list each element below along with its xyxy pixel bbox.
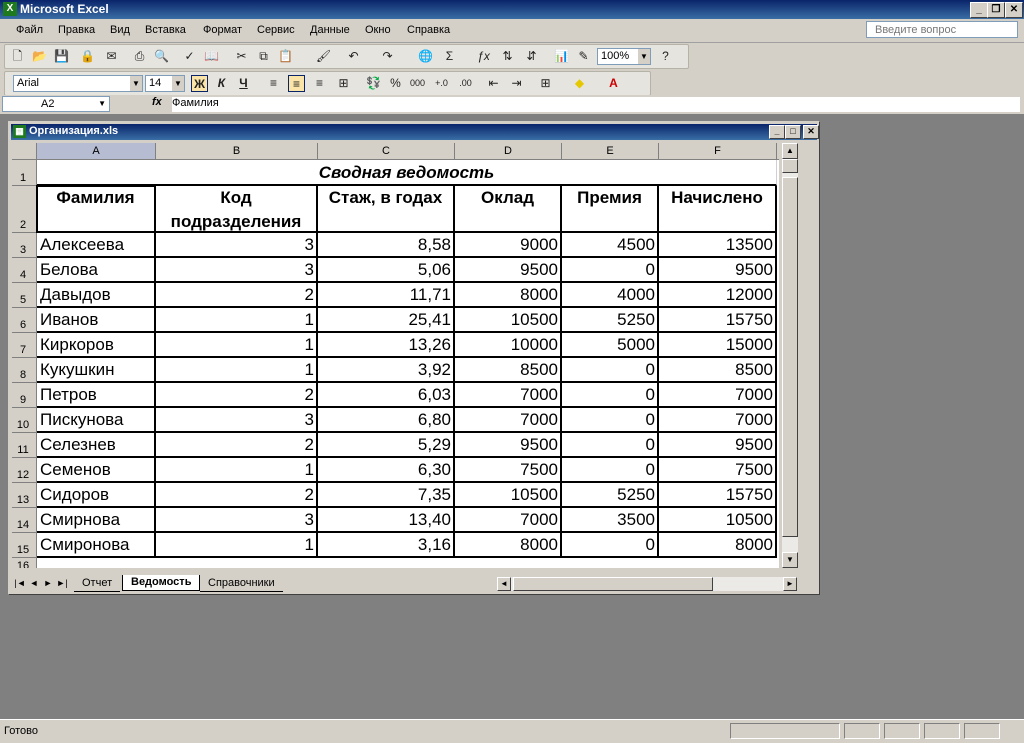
cell-value[interactable]: 7000	[659, 408, 777, 433]
formula-value: Фамилия	[172, 97, 219, 109]
row-number: 16	[16, 560, 30, 568]
cell-value[interactable]: 4000	[562, 283, 659, 308]
tab-spravochniki[interactable]: Справочники	[200, 576, 283, 592]
chart-wizard-icon[interactable]: 📊	[554, 49, 569, 63]
font-size-value: 14	[149, 77, 162, 89]
cell-value[interactable]: 5,29	[318, 433, 455, 458]
menu-edit[interactable]: Правка	[58, 24, 96, 36]
drawing-icon[interactable]: ✎	[578, 49, 589, 63]
column-header-e[interactable]: E	[562, 143, 659, 160]
cell-value[interactable]: 8500	[455, 358, 562, 383]
cell-value[interactable]: 3,16	[318, 533, 455, 558]
cell-value[interactable]: 8000	[455, 533, 562, 558]
cell-value[interactable]: 12000	[659, 283, 777, 308]
cell-name[interactable]: Петров	[37, 383, 156, 408]
ask-question-placeholder: Введите вопрос	[875, 24, 957, 36]
autosum-icon[interactable]: Σ	[445, 49, 454, 63]
workbook-title-bar	[11, 124, 817, 140]
cell-value[interactable]: 15750	[659, 483, 777, 508]
row-number: 9	[19, 394, 27, 406]
sheet-tabs-bar	[12, 575, 814, 592]
cell-value[interactable]: 10500	[455, 308, 562, 333]
cell-name[interactable]: Сидоров	[37, 483, 156, 508]
cell-value[interactable]: 7000	[455, 383, 562, 408]
row-header-4[interactable]	[12, 258, 37, 283]
first-sheet-icon[interactable]: |◄	[14, 578, 26, 588]
spelling-icon[interactable]: ✓	[184, 49, 195, 63]
menu-data[interactable]: Данные	[310, 24, 350, 36]
new-icon[interactable]: 🗋	[12, 49, 23, 63]
cell-value[interactable]: 2	[156, 383, 318, 408]
print-preview-icon[interactable]: 🔍	[154, 49, 169, 63]
next-sheet-icon[interactable]: ►	[43, 578, 53, 588]
cell-name[interactable]: Семенов	[37, 458, 156, 483]
row-number: 2	[19, 219, 27, 231]
cell-value[interactable]: 10000	[455, 333, 562, 358]
row-header-6[interactable]	[12, 308, 37, 333]
cell-name[interactable]: Алексеева	[37, 233, 156, 258]
align-right-icon[interactable]: ≡	[315, 76, 323, 90]
column-header-b[interactable]: B	[156, 143, 318, 160]
cell-value[interactable]: 13,40	[318, 508, 455, 533]
column-header-a[interactable]: A	[37, 143, 156, 160]
cell-value[interactable]: 3	[156, 508, 318, 533]
column-title[interactable]: Начислено	[659, 186, 777, 233]
scroll-up-icon[interactable]: ▲	[782, 143, 798, 159]
cell-value[interactable]: 7000	[455, 508, 562, 533]
cell-value[interactable]: 9500	[455, 433, 562, 458]
column-title[interactable]: Фамилия	[37, 186, 156, 233]
cell-name[interactable]: Пискунова	[37, 408, 156, 433]
workbook-icon: ▦	[13, 125, 26, 138]
cell-value[interactable]: 1	[156, 458, 318, 483]
save-icon[interactable]: 💾	[54, 49, 69, 63]
cell-value[interactable]: 1	[156, 308, 318, 333]
menu-window[interactable]: Окно	[365, 24, 391, 36]
standard-toolbar-group	[4, 44, 689, 69]
cell-value[interactable]: 3	[156, 258, 318, 283]
row-header-9[interactable]	[12, 383, 37, 408]
restore-icon[interactable]: □	[785, 125, 801, 139]
row-number: 3	[19, 244, 27, 256]
paste-icon[interactable]: 📋	[278, 49, 293, 63]
font-name-select[interactable]	[13, 75, 143, 92]
cell-value[interactable]: 10500	[659, 508, 777, 533]
cell-value[interactable]: 6,03	[318, 383, 455, 408]
cell-value[interactable]: 13,26	[318, 333, 455, 358]
bold-button[interactable]: Ж	[191, 75, 208, 92]
status-pane	[884, 723, 920, 739]
help-icon[interactable]: ?	[662, 49, 669, 63]
align-center-icon[interactable]: ≡	[288, 75, 305, 92]
cell-value[interactable]: 0	[562, 258, 659, 283]
cell-name[interactable]: Давыдов	[37, 283, 156, 308]
status-pane	[844, 723, 880, 739]
merge-center-icon[interactable]: ⊞	[338, 76, 349, 90]
ask-question-input[interactable]	[866, 21, 1018, 38]
menu-bar	[0, 19, 1024, 43]
cell-value[interactable]: 1	[156, 358, 318, 383]
standard-toolbar	[0, 43, 1024, 70]
menu-view[interactable]: Вид	[110, 24, 130, 36]
cell-value[interactable]: 0	[562, 383, 659, 408]
row-header-12[interactable]	[12, 458, 37, 483]
cell-value[interactable]: 8,58	[318, 233, 455, 258]
status-pane	[964, 723, 1000, 739]
status-text: Готово	[4, 725, 38, 737]
fx-icon[interactable]: fx	[152, 96, 162, 108]
row-header-10[interactable]	[12, 408, 37, 433]
cell-value[interactable]: 25,41	[318, 308, 455, 333]
cell-value[interactable]: 15000	[659, 333, 777, 358]
sheet-title[interactable]: Сводная ведомость	[37, 160, 777, 186]
close-icon[interactable]: ✕	[803, 125, 819, 139]
thousands-icon[interactable]: 000	[409, 78, 426, 88]
row-number: 8	[19, 369, 27, 381]
vertical-scroll-thumb[interactable]	[782, 177, 798, 537]
tab-vedomost[interactable]: Ведомость	[122, 575, 200, 591]
open-icon[interactable]: 📂	[32, 49, 47, 63]
prev-sheet-icon[interactable]: ◄	[29, 578, 39, 588]
row-header-13[interactable]	[12, 483, 37, 508]
chevron-down-icon: ▼	[130, 76, 142, 91]
row-header-11[interactable]	[12, 433, 37, 458]
cell-value[interactable]: 5250	[562, 308, 659, 333]
spreadsheet-grid[interactable]	[12, 143, 779, 568]
undo-icon[interactable]: ↶	[348, 49, 359, 63]
column-header-c[interactable]: C	[318, 143, 455, 160]
cell-value[interactable]: 0	[562, 358, 659, 383]
formula-bar	[0, 95, 1024, 114]
app-title: Microsoft Excel	[20, 2, 109, 16]
cell-value[interactable]: 9000	[455, 233, 562, 258]
font-name-value: Arial	[17, 77, 40, 89]
cell-value[interactable]: 2	[156, 283, 318, 308]
cell-value[interactable]: 1	[156, 533, 318, 558]
formatting-toolbar	[0, 70, 1024, 95]
percent-icon[interactable]: %	[390, 76, 401, 90]
column-title[interactable]: Код подразделения	[156, 186, 318, 233]
cell-name[interactable]: Смирнова	[37, 508, 156, 533]
column-title[interactable]: Оклад	[455, 186, 562, 233]
cell-value[interactable]: 0	[562, 408, 659, 433]
column-header-g[interactable]	[777, 143, 779, 160]
increase-indent-icon[interactable]: ⇥	[511, 76, 522, 90]
name-box[interactable]	[2, 96, 110, 112]
research-icon[interactable]: 📖	[204, 49, 219, 63]
split-box[interactable]	[782, 159, 798, 173]
cell-value[interactable]: 3	[156, 233, 318, 258]
close-icon[interactable]: ✕	[1005, 2, 1023, 18]
horizontal-scroll-thumb[interactable]	[513, 577, 713, 591]
cell-value[interactable]: 10500	[455, 483, 562, 508]
cell-value[interactable]: 6,80	[318, 408, 455, 433]
italic-button[interactable]: К	[217, 76, 226, 90]
row-number: 12	[16, 469, 30, 481]
permission-icon[interactable]: 🔒	[80, 49, 95, 63]
underline-button[interactable]: Ч	[239, 76, 248, 90]
menu-format[interactable]: Формат	[203, 24, 243, 36]
cell-value[interactable]: 9500	[659, 433, 777, 458]
select-all-corner[interactable]	[12, 143, 37, 160]
cell-name[interactable]: Селезнев	[37, 433, 156, 458]
zoom-value: 100%	[601, 50, 630, 62]
status-bar	[0, 719, 1024, 743]
cell-name[interactable]: Киркоров	[37, 333, 156, 358]
row-number: 14	[16, 519, 30, 531]
name-box-value: A2	[41, 98, 55, 110]
cell-name[interactable]: Белова	[37, 258, 156, 283]
font-color-icon[interactable]: A	[609, 76, 618, 90]
column-header-d[interactable]: D	[455, 143, 562, 160]
cell-value[interactable]: 9500	[455, 258, 562, 283]
row-number: 15	[16, 544, 30, 556]
cell-value[interactable]: 5000	[562, 333, 659, 358]
sort-ascending-icon[interactable]: ⇅	[502, 49, 513, 63]
row-header-3[interactable]	[12, 233, 37, 258]
menu-tools[interactable]: Сервис	[257, 24, 295, 36]
hyperlink-icon[interactable]: 🌐	[418, 49, 433, 63]
minimize-icon[interactable]: _	[769, 125, 785, 139]
status-pane	[924, 723, 960, 739]
font-size-select[interactable]	[145, 75, 185, 92]
cell-value[interactable]: 2	[156, 483, 318, 508]
cell-value[interactable]: 5250	[562, 483, 659, 508]
cell-value[interactable]: 0	[562, 433, 659, 458]
cell-value[interactable]: 7500	[455, 458, 562, 483]
row-header-7[interactable]	[12, 333, 37, 358]
chevron-down-icon: ▼	[638, 49, 650, 64]
formatting-toolbar-group	[4, 71, 651, 96]
scroll-right-icon[interactable]: ►	[783, 577, 797, 591]
cell-value[interactable]: 11,71	[318, 283, 455, 308]
chevron-down-icon: ▼	[98, 99, 106, 108]
align-left-icon[interactable]: ≡	[269, 76, 277, 90]
cell-value[interactable]: 7,35	[318, 483, 455, 508]
row-header-16[interactable]	[12, 558, 37, 568]
cell-value[interactable]: 1	[156, 333, 318, 358]
scroll-left-icon[interactable]: ◄	[497, 577, 511, 591]
horizontal-scrollbar[interactable]	[497, 577, 797, 591]
cell-value[interactable]: 7000	[455, 408, 562, 433]
cell-value[interactable]: 0	[562, 458, 659, 483]
tab-otchet[interactable]: Отчет	[74, 576, 120, 592]
row-number: 11	[17, 444, 29, 456]
menu-file[interactable]: Файл	[16, 24, 44, 36]
row-number: 7	[19, 344, 27, 356]
excel-icon: X	[3, 2, 17, 16]
workbook-title: Организация.xls	[29, 125, 119, 137]
row-number: 13	[16, 494, 30, 506]
row-header-5[interactable]	[12, 283, 37, 308]
last-sheet-icon[interactable]: ►|	[56, 578, 68, 588]
cell-value[interactable]: 3500	[562, 508, 659, 533]
column-title[interactable]: Премия	[562, 186, 659, 233]
redo-icon[interactable]: ↷	[382, 49, 393, 63]
cell-value[interactable]: 5,06	[318, 258, 455, 283]
fill-color-icon[interactable]: ◆	[574, 76, 585, 90]
increase-decimal-icon[interactable]: +.0	[435, 78, 448, 88]
row-number: 1	[19, 172, 27, 184]
email-icon[interactable]: ✉	[106, 49, 117, 63]
row-header-2[interactable]	[12, 186, 37, 233]
decrease-decimal-icon[interactable]: .00	[459, 78, 472, 88]
cell-value[interactable]: 8000	[659, 533, 777, 558]
restore-icon[interactable]: ❐	[987, 2, 1005, 18]
currency-icon[interactable]: 💱	[366, 76, 381, 90]
format-painter-icon[interactable]: 🖌	[315, 49, 332, 63]
status-pane	[730, 723, 840, 739]
borders-icon[interactable]: ⊞	[540, 76, 551, 90]
formula-input[interactable]	[172, 97, 1020, 112]
insert-function-icon[interactable]: ƒx	[477, 49, 490, 63]
row-number: 5	[19, 294, 27, 306]
column-header-f[interactable]: F	[659, 143, 777, 160]
print-icon[interactable]: ⎙	[134, 49, 145, 63]
column-title[interactable]: Стаж, в годах	[318, 186, 455, 233]
row-header-14[interactable]	[12, 508, 37, 533]
app-title-bar	[0, 0, 1024, 19]
cell-value[interactable]: 3,92	[318, 358, 455, 383]
cell-name[interactable]: Иванов	[37, 308, 156, 333]
cell-value[interactable]: 7500	[659, 458, 777, 483]
cell-value[interactable]: 0	[562, 533, 659, 558]
cell-value[interactable]: 3	[156, 408, 318, 433]
cell-name[interactable]: Кукушкин	[37, 358, 156, 383]
row-header-1[interactable]	[12, 160, 37, 186]
cell-value[interactable]: 8500	[659, 358, 777, 383]
vertical-scrollbar[interactable]	[782, 143, 798, 568]
cell-value[interactable]: 2	[156, 433, 318, 458]
menu-help[interactable]: Справка	[407, 24, 451, 36]
workbook-window	[8, 121, 820, 595]
copy-icon[interactable]: ⧉	[259, 49, 268, 63]
row-number: 4	[19, 269, 27, 281]
cell-name[interactable]: Смиронова	[37, 533, 156, 558]
cell-value[interactable]: 6,30	[318, 458, 455, 483]
row-number: 10	[16, 419, 30, 431]
cell-value[interactable]: 9500	[659, 258, 777, 283]
zoom-select[interactable]	[597, 48, 651, 65]
cell-value[interactable]: 7000	[659, 383, 777, 408]
cell-value[interactable]: 8000	[455, 283, 562, 308]
chevron-down-icon: ▼	[172, 76, 184, 91]
minimize-icon[interactable]: _	[970, 2, 988, 18]
cell-value[interactable]: 13500	[659, 233, 777, 258]
menu-insert[interactable]: Вставка	[145, 24, 186, 36]
cell-value[interactable]: 15750	[659, 308, 777, 333]
sort-descending-icon[interactable]: ⇵	[526, 49, 537, 63]
row-number: 6	[19, 319, 27, 331]
scroll-down-icon[interactable]: ▼	[782, 552, 798, 568]
decrease-indent-icon[interactable]: ⇤	[488, 76, 499, 90]
cut-icon[interactable]: ✂	[236, 49, 247, 63]
cell-value[interactable]: 4500	[562, 233, 659, 258]
row-header-15[interactable]	[12, 533, 37, 558]
row-header-8[interactable]	[12, 358, 37, 383]
